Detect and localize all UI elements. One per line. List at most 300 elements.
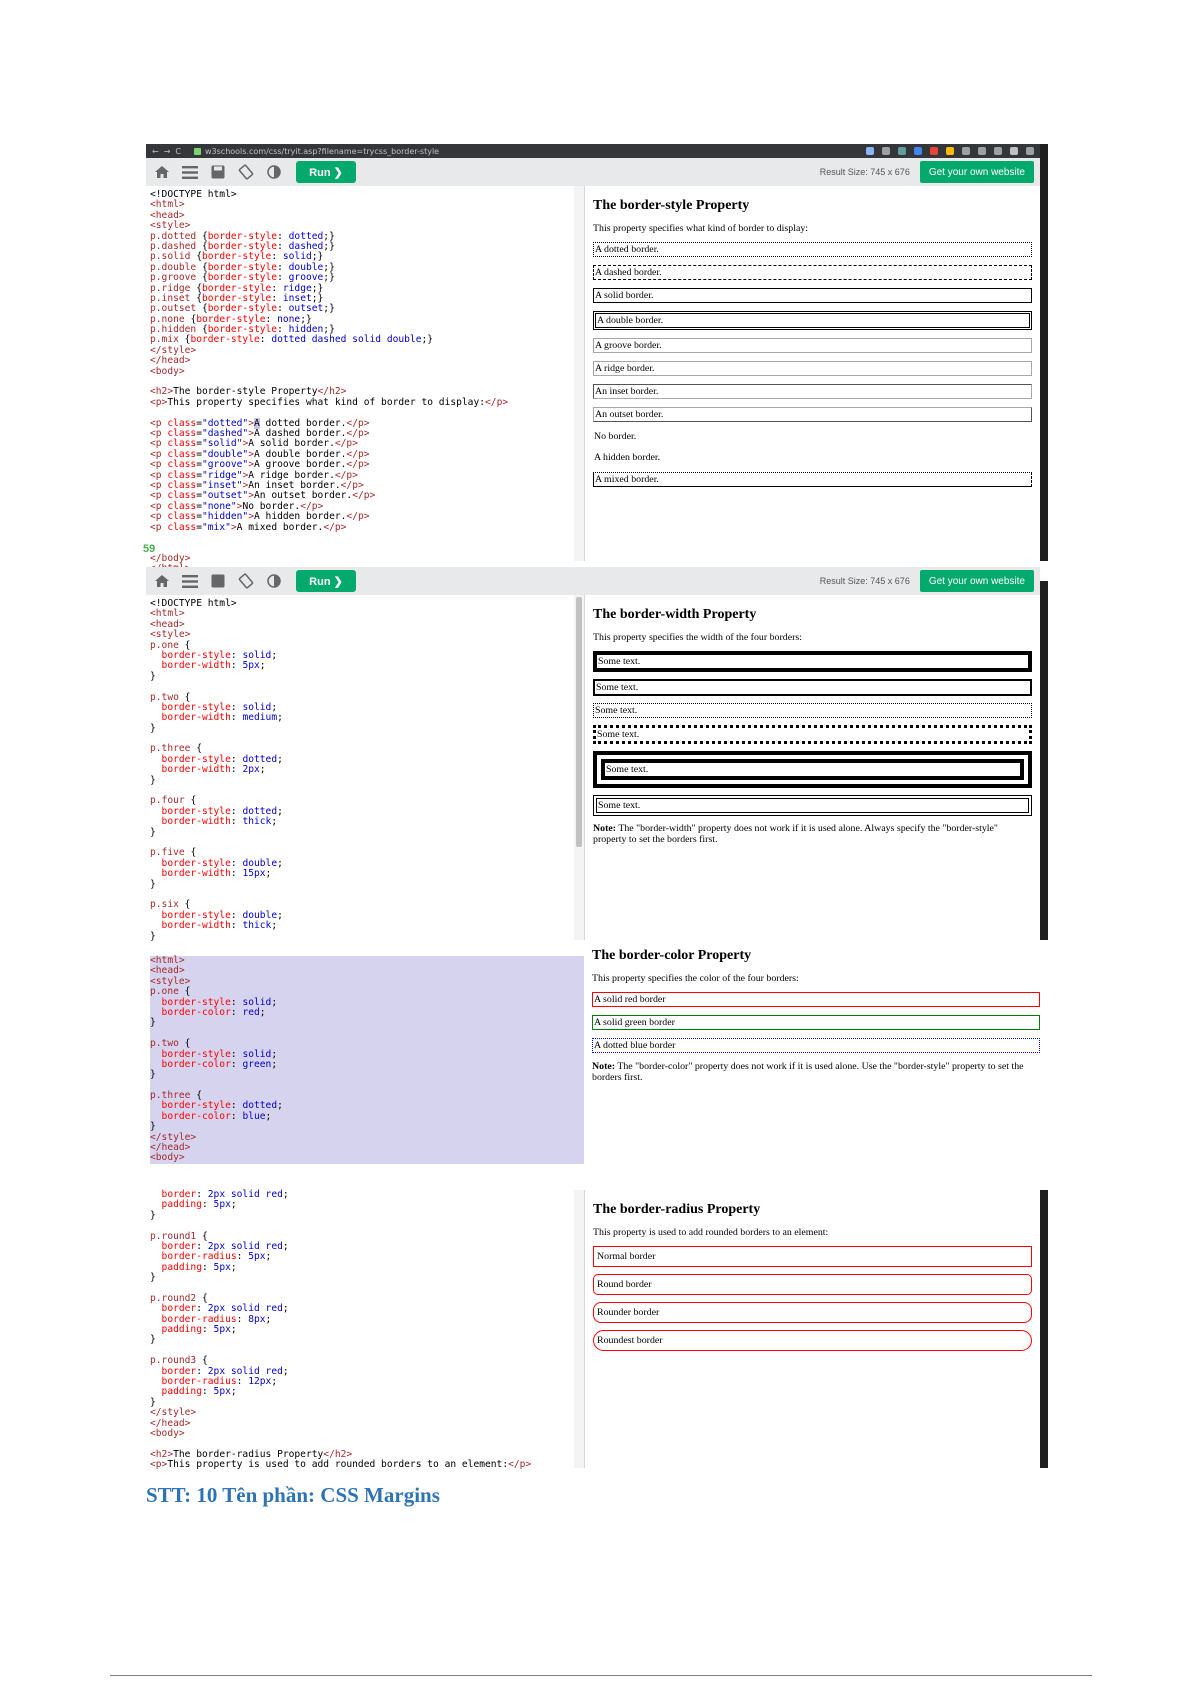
code-token: </h2>: [317, 386, 347, 398]
code-line[interactable]: [150, 599, 584, 609]
code-token: </p>: [346, 427, 370, 439]
code-line[interactable]: [150, 1460, 584, 1470]
puzzle-icon[interactable]: [962, 147, 970, 155]
code-token: 8px: [248, 1313, 266, 1325]
code-token: border-radius: [150, 1313, 237, 1325]
code-token: border: [150, 1240, 197, 1252]
code-line[interactable]: [150, 765, 584, 775]
code-token: :: [196, 1303, 208, 1315]
sidebar-icon[interactable]: [978, 147, 986, 155]
download-icon[interactable]: [994, 147, 1002, 155]
code-editor[interactable]: [146, 956, 584, 1168]
code-token: dotted: [242, 805, 278, 817]
code-token: "inset": [202, 479, 243, 491]
code-line[interactable]: [150, 533, 584, 543]
code-token: <body>: [150, 365, 185, 377]
code-line[interactable]: [150, 713, 584, 723]
code-token: {: [201, 1355, 208, 1367]
code-token: :: [277, 272, 289, 284]
code-token: 5px: [213, 1386, 231, 1398]
menu-icon[interactable]: [180, 163, 200, 181]
code-token: 15px: [242, 868, 266, 880]
code-line[interactable]: [150, 367, 584, 377]
code-line[interactable]: [150, 1398, 584, 1408]
code-token: <h2>: [150, 386, 174, 398]
code-token: ;}: [323, 324, 335, 336]
code-token: {: [184, 986, 191, 998]
code-token: >: [248, 427, 254, 439]
code-token: dotted dashed solid double: [271, 334, 422, 346]
code-token: :: [230, 649, 243, 661]
result-heading: The border-width Property: [593, 607, 757, 622]
code-line[interactable]: [150, 977, 584, 987]
code-token: >: [248, 511, 254, 523]
bordered-paragraph: Normal border: [593, 1246, 1032, 1267]
code-token: ;: [259, 1006, 266, 1018]
code-token: border-style: [207, 303, 278, 315]
code-token: p.round2: [150, 1292, 202, 1304]
code-token: {: [184, 334, 191, 346]
bordered-paragraph: A solid border.: [593, 288, 1032, 303]
code-line[interactable]: [150, 1018, 584, 1028]
code-token: :: [230, 660, 243, 672]
code-token: 5px: [213, 1199, 231, 1211]
code-token: ;: [265, 868, 272, 880]
screenshot-border-radius: [146, 1189, 1048, 1471]
code-line[interactable]: [150, 1273, 584, 1283]
code-token: red: [242, 1006, 260, 1018]
code-token: <p: [150, 469, 168, 481]
code-line[interactable]: [150, 543, 584, 553]
code-token: ;}: [323, 230, 335, 242]
editor-scrollbar[interactable]: [574, 186, 584, 561]
note-label: Note:: [593, 823, 617, 834]
bordered-paragraph: Some text.: [593, 795, 1032, 816]
code-token: =: [196, 459, 202, 471]
code-token: 2px solid red: [207, 1303, 283, 1315]
code-line[interactable]: [150, 869, 584, 879]
code-token: class: [167, 417, 197, 429]
editor-scrollbar[interactable]: [574, 595, 584, 940]
code-token: class: [167, 490, 197, 502]
dark-mode-icon[interactable]: [264, 163, 284, 181]
bordered-paragraph: A dashed border.: [593, 265, 1032, 280]
code-token: </p>: [346, 448, 370, 460]
code-token: padding: [150, 1199, 202, 1211]
code-token: ;}: [300, 313, 312, 325]
code-token: :: [230, 857, 243, 869]
code-token: >: [242, 438, 249, 450]
code-token: ;: [271, 920, 278, 932]
code-token: :: [265, 313, 278, 325]
scrollbar-thumb[interactable]: [576, 597, 582, 847]
code-token: </p>: [485, 396, 509, 408]
code-line[interactable]: [150, 620, 584, 630]
code-token: {: [201, 230, 208, 242]
code-token: <head>: [150, 209, 185, 221]
code-line[interactable]: [150, 1263, 584, 1273]
bordered-paragraph: A groove border.: [593, 338, 1032, 353]
code-line[interactable]: [150, 1346, 584, 1356]
code-token: ;: [230, 1261, 237, 1273]
code-token: hidden: [288, 324, 324, 336]
code-line[interactable]: [150, 1143, 584, 1153]
code-token: >: [248, 490, 254, 502]
code-token: ;: [271, 996, 278, 1008]
code-token: :: [201, 1199, 214, 1211]
code-token: ;: [277, 712, 283, 724]
code-token: inset: [282, 292, 312, 304]
menu-icon[interactable]: [180, 572, 200, 590]
code-token: {: [196, 282, 202, 294]
code-token: class: [167, 479, 197, 491]
code-token: padding: [150, 1324, 202, 1336]
code-token: A: [254, 417, 260, 429]
code-line[interactable]: [150, 356, 584, 366]
rotate-icon[interactable]: [236, 163, 256, 181]
run-button[interactable]: Run ❯: [296, 570, 356, 592]
code-token: "dashed": [202, 427, 249, 439]
code-token: <html>: [150, 955, 185, 966]
code-line[interactable]: [150, 1221, 584, 1231]
code-line[interactable]: [150, 523, 584, 533]
code-token: </p>: [346, 417, 370, 429]
code-token: >: [248, 459, 254, 471]
footer-rule: [110, 1675, 1092, 1676]
bordered-paragraph: A hidden border.: [594, 452, 661, 463]
code-token: This property specifies what kind of border to display:: [167, 396, 486, 408]
result-size-label: Result Size: 745 x 676: [819, 167, 910, 177]
code-token: </p>: [300, 500, 324, 512]
translate-icon[interactable]: [866, 147, 874, 155]
code-token: <p: [150, 511, 168, 523]
menu-icon[interactable]: [1026, 147, 1034, 155]
code-token: =: [196, 417, 202, 429]
star-icon[interactable]: [882, 147, 890, 155]
bordered-paragraph: A dotted blue border: [592, 1038, 1040, 1053]
code-line[interactable]: [150, 661, 584, 671]
code-token: {: [184, 899, 191, 911]
code-token: >: [248, 448, 254, 460]
bordered-paragraph: Roundest border: [593, 1330, 1032, 1351]
result-heading: The border-color Property: [592, 948, 752, 963]
code-line[interactable]: [150, 672, 584, 682]
code-line[interactable]: [150, 786, 584, 796]
code-token: </style>: [150, 1131, 197, 1143]
bordered-paragraph: Round border: [593, 1274, 1032, 1295]
code-token: ;: [282, 1189, 289, 1200]
result-frame: [584, 948, 1048, 1168]
code-token: :: [230, 868, 243, 880]
run-button[interactable]: Run ❯: [296, 161, 356, 183]
result-note: [592, 1061, 1040, 1083]
code-editor[interactable]: [146, 595, 584, 940]
code-token: double: [288, 261, 324, 273]
code-token: :: [259, 334, 272, 346]
code-token: ridge: [282, 282, 312, 294]
home-icon[interactable]: [152, 163, 172, 181]
code-token: ;: [265, 1313, 272, 1325]
code-token: "groove": [202, 459, 249, 471]
code-line[interactable]: [150, 1060, 584, 1070]
code-token: class: [167, 459, 197, 471]
bordered-paragraph: A dotted border.: [593, 242, 1032, 257]
code-token: none: [277, 313, 301, 325]
code-line[interactable]: [150, 200, 584, 210]
note-text: The "border-width" property does not work if it is used alone. Always specify the "border-style" property to set the borders first.: [593, 823, 998, 845]
code-token: border-width: [150, 764, 231, 776]
code-token: {: [196, 1090, 202, 1102]
code-token: p.outset: [150, 303, 202, 315]
code-token: p.double: [150, 261, 202, 273]
result-intro: This property specifies the color of the four borders:: [592, 973, 799, 984]
code-line[interactable]: [150, 838, 584, 848]
code-token: {: [201, 324, 208, 336]
code-token: p.inset: [150, 292, 197, 304]
code-token: :: [277, 240, 289, 252]
code-token: =: [196, 511, 202, 523]
section-heading: STT: 10 Tên phần: CSS Margins: [146, 1483, 440, 1507]
code-token: border-style: [202, 292, 272, 304]
code-token: <p: [150, 490, 168, 502]
code-token: p.five: [150, 847, 191, 859]
code-token: =: [196, 521, 202, 533]
extension-icon[interactable]: [898, 147, 906, 155]
code-token: class: [167, 500, 197, 512]
code-line[interactable]: [150, 1122, 584, 1132]
code-token: <body>: [150, 1427, 185, 1439]
code-line[interactable]: [150, 1112, 584, 1122]
code-token: "none": [202, 500, 237, 512]
extension-icon[interactable]: [946, 147, 954, 155]
code-token: :: [201, 1386, 214, 1398]
code-token: ;: [271, 816, 278, 828]
code-token: </p>: [334, 469, 358, 481]
code-token: border-radius: [150, 1376, 237, 1388]
code-token: dotted: [242, 1100, 278, 1112]
code-line[interactable]: [150, 966, 584, 976]
code-token: ;: [271, 1058, 278, 1070]
code-token: border-style: [150, 701, 231, 713]
note-text: The "border-color" property does not work if it is used alone. Use the "border-style" property to set the borders first.: [592, 1061, 1024, 1083]
code-line[interactable]: [150, 1387, 584, 1397]
code-token: }: [150, 774, 156, 786]
code-line[interactable]: [150, 335, 584, 345]
code-token: ;: [282, 1240, 289, 1252]
profile-icon[interactable]: [1010, 147, 1018, 155]
code-line[interactable]: [150, 682, 584, 692]
code-token: green: [242, 1058, 272, 1070]
code-token: ;: [282, 1303, 289, 1315]
code-token: "ridge": [202, 469, 243, 481]
line-number: 59: [143, 543, 156, 555]
code-token: border-style: [207, 272, 278, 284]
code-token: 5px: [242, 660, 260, 672]
code-token: </head>: [150, 1142, 191, 1154]
code-token: <body>: [150, 1152, 185, 1164]
bordered-paragraph: A solid red border: [592, 992, 1040, 1007]
code-token: An inset border.: [248, 479, 341, 491]
result-frame: [584, 1190, 1040, 1468]
code-token: class: [167, 521, 197, 533]
code-line[interactable]: [150, 734, 584, 744]
code-token: 5px: [213, 1261, 231, 1273]
code-token: }: [150, 878, 156, 890]
code-line[interactable]: [150, 1029, 584, 1039]
code-token: </p>: [334, 438, 358, 450]
save-icon[interactable]: [208, 572, 228, 590]
code-line[interactable]: [150, 932, 584, 942]
code-token: }: [150, 826, 156, 838]
note-label: Note:: [592, 1061, 616, 1072]
code-line[interactable]: [150, 921, 584, 931]
code-line[interactable]: [150, 211, 584, 221]
screenshot-border-width: [146, 575, 1048, 942]
code-token: </head>: [150, 355, 191, 367]
code-token: border-radius: [150, 1251, 237, 1263]
extension-icon[interactable]: [914, 147, 922, 155]
code-token: </style>: [150, 344, 197, 356]
bordered-paragraph: A solid green border: [592, 1015, 1040, 1030]
code-line[interactable]: [150, 890, 584, 900]
code-token: p.two: [150, 1038, 185, 1050]
code-token: <!DOCTYPE html>: [150, 189, 237, 200]
code-line[interactable]: [150, 1325, 584, 1335]
browser-nav-icons[interactable]: ←→C: [152, 146, 186, 156]
code-token: dotted: [288, 230, 324, 242]
code-token: :: [236, 1251, 249, 1263]
bordered-paragraph: Some text.: [593, 703, 1032, 718]
code-token: }: [150, 670, 156, 682]
code-token: <head>: [150, 965, 185, 977]
code-token: A hidden border.: [254, 511, 347, 523]
rotate-icon[interactable]: [236, 572, 256, 590]
code-token: border-style: [202, 251, 272, 263]
code-editor[interactable]: [143, 186, 584, 564]
code-line[interactable]: [150, 880, 584, 890]
code-token: :: [236, 1376, 249, 1388]
code-line[interactable]: [150, 1429, 584, 1439]
code-token: :: [230, 764, 243, 776]
code-editor[interactable]: [146, 1189, 584, 1471]
code-line[interactable]: [150, 817, 584, 827]
screenshot-border-style: [143, 144, 1048, 564]
code-token: class: [167, 427, 197, 439]
code-token: outset: [288, 303, 324, 315]
code-token: ;: [277, 1100, 283, 1112]
save-icon[interactable]: [208, 163, 228, 181]
code-line[interactable]: [150, 346, 584, 356]
code-token: {: [201, 303, 208, 315]
result-intro: This property specifies the width of the four borders:: [593, 632, 802, 643]
code-token: :: [201, 1324, 214, 1336]
code-line[interactable]: [150, 1070, 584, 1080]
code-token: class: [167, 511, 197, 523]
result-heading: The border-radius Property: [593, 1202, 761, 1217]
code-token: }: [150, 1334, 156, 1346]
code-token: </p>: [323, 521, 347, 533]
code-token: groove: [288, 272, 324, 284]
code-token: 2px solid red: [207, 1365, 283, 1377]
code-token: <head>: [150, 618, 185, 630]
code-token: ;}: [323, 240, 335, 252]
code-line[interactable]: [150, 828, 584, 838]
code-line[interactable]: [150, 724, 584, 734]
code-token: ;: [277, 805, 283, 817]
code-token: }: [150, 1069, 156, 1081]
code-token: ;: [259, 660, 266, 672]
code-line[interactable]: [150, 1408, 584, 1418]
code-token: :: [230, 1100, 243, 1112]
get-own-website-button[interactable]: Get your own website: [920, 570, 1034, 592]
code-token: The border-style Property: [173, 386, 318, 398]
code-token: ;}: [323, 272, 335, 284]
code-line[interactable]: [150, 398, 584, 408]
code-token: "dotted": [202, 417, 249, 429]
home-icon[interactable]: [152, 572, 172, 590]
code-token: border: [150, 1365, 197, 1377]
url-field[interactable]: w3schools.com/css/tryit.asp?filename=trycss_border-style: [205, 146, 440, 156]
code-line[interactable]: [150, 190, 584, 200]
code-token: 5px: [213, 1324, 231, 1336]
code-token: >: [242, 469, 249, 481]
code-line[interactable]: [150, 1081, 584, 1091]
code-token: dashed: [288, 240, 324, 252]
code-token: :: [277, 324, 289, 336]
code-line[interactable]: [150, 630, 584, 640]
code-line[interactable]: [150, 1200, 584, 1210]
code-line[interactable]: [150, 1419, 584, 1429]
code-token: =: [196, 469, 202, 481]
code-token: A groove border.: [254, 459, 347, 471]
code-line[interactable]: [150, 1008, 584, 1018]
code-line[interactable]: [150, 1153, 584, 1163]
code-token: padding: [150, 1386, 202, 1398]
code-line[interactable]: [150, 776, 584, 786]
code-token: dotted: [242, 753, 278, 765]
code-line[interactable]: [150, 1284, 584, 1294]
code-token: :: [271, 251, 283, 263]
code-token: <p: [150, 417, 168, 429]
code-token: border-color: [150, 1058, 231, 1070]
get-own-website-button[interactable]: Get your own website: [920, 161, 1034, 183]
code-line[interactable]: [150, 1133, 584, 1143]
code-token: <p: [150, 459, 168, 471]
bordered-paragraph: Some text.: [593, 651, 1032, 672]
code-line[interactable]: [150, 1211, 584, 1221]
code-token: border-style: [150, 857, 231, 869]
bordered-paragraph: An inset border.: [593, 384, 1032, 399]
code-token: :: [196, 1365, 208, 1377]
code-line[interactable]: [150, 554, 584, 564]
code-token: border-style: [150, 1100, 231, 1112]
code-token: <p: [150, 427, 168, 439]
code-token: :: [196, 1189, 208, 1200]
code-token: :: [230, 712, 243, 724]
code-token: :: [230, 753, 243, 765]
code-line[interactable]: [150, 1335, 584, 1345]
code-token: ;}: [421, 334, 434, 346]
dark-mode-icon[interactable]: [264, 572, 284, 590]
browser-extension-icons[interactable]: [866, 147, 1040, 155]
browser-address-bar: [146, 144, 1040, 158]
extension-icon[interactable]: [930, 147, 938, 155]
bordered-paragraph: An outset border.: [593, 407, 1032, 422]
code-line[interactable]: [150, 956, 584, 966]
code-token: =: [196, 438, 202, 450]
editor-scrollbar[interactable]: [574, 1190, 584, 1468]
code-line[interactable]: [150, 609, 584, 619]
